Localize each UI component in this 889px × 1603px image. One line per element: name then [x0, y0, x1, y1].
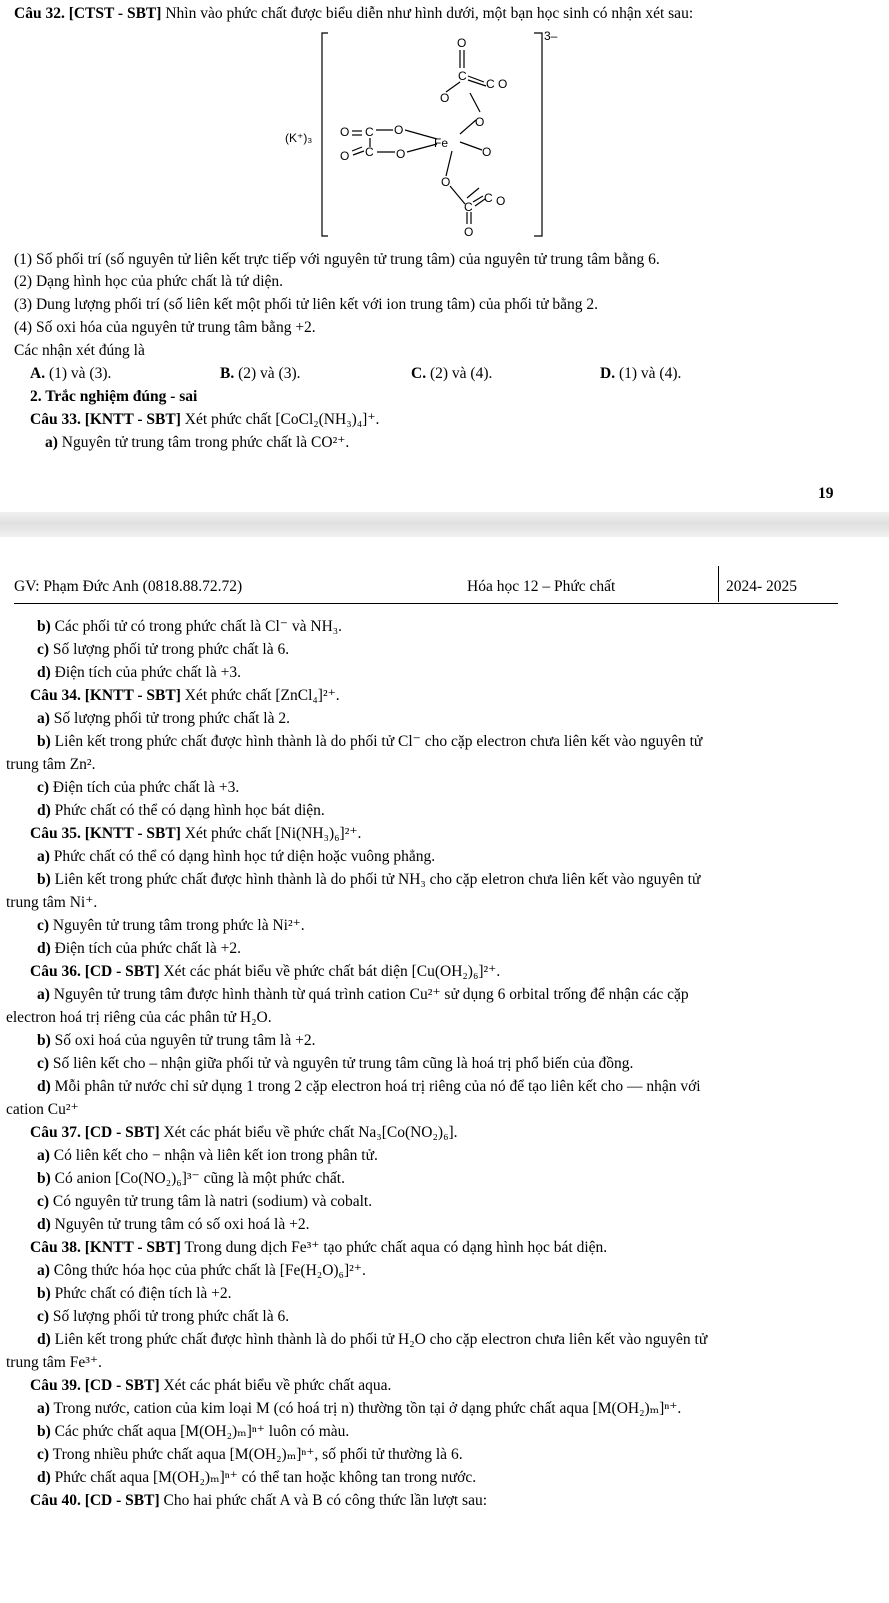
header-teacher: GV: Phạm Đức Anh (0818.88.72.72): [14, 578, 243, 595]
diagram-o-2: O: [394, 123, 404, 137]
q40-line: [30, 1491, 487, 1510]
q37-d: [37, 1215, 309, 1234]
q35-b-key: b): [37, 871, 51, 888]
q39-d: [37, 1468, 476, 1487]
q36-b: [37, 1031, 315, 1050]
q32-line: [14, 4, 693, 23]
option-a-text: (1) và (3).: [45, 365, 112, 382]
q35-a-text: Phức chất có thể có dạng hình học tứ diện hoặc vuông phẳng.: [49, 848, 436, 865]
q36-a-key: a): [37, 986, 50, 1003]
q34-d: [37, 801, 325, 820]
page-number: 19: [818, 485, 834, 502]
q40-stem: Cho hai phức chất A và B có công thức lần lượt sau:: [159, 1492, 488, 1509]
diagram-cation: (K⁺)₃: [285, 131, 313, 145]
q38-a-key: a): [37, 1262, 50, 1279]
q40-title: Câu 40. [CD - SBT]: [30, 1492, 160, 1509]
q39-c-text: Trong nhiều phức chất aqua [M(OH₂)ₘ]ⁿ⁺, số phối tử thường là 6.: [49, 1446, 463, 1463]
q35-line: [30, 824, 361, 843]
q35-c-key: c): [37, 917, 50, 934]
q34-stem: Xét phức chất [ZnCl₄]²⁺.: [180, 687, 340, 704]
q39-stem: Xét các phát biểu về phức chất aqua.: [159, 1377, 392, 1394]
q32-statement-4: (4) Số oxi hóa của nguyên tử trung tâm bằng +2.: [14, 319, 316, 336]
q38-title: Câu 38. [KNTT - SBT]: [30, 1239, 181, 1256]
q35-a-key: a): [37, 848, 50, 865]
option-b-key: B.: [220, 365, 235, 382]
q39-b-key: b): [37, 1423, 51, 1440]
q39-c: [37, 1445, 463, 1464]
q37-a-text: Có liên kết cho − nhận và liên kết ion trong phân tử.: [49, 1147, 378, 1164]
section-true-false-heading: 2. Trắc nghiệm đúng - sai: [30, 388, 198, 405]
q38-line: [30, 1238, 607, 1257]
q34-c-text: Điện tích của phức chất là +3.: [49, 779, 240, 796]
q34-a: [37, 709, 290, 728]
q38-c-text: Số lượng phối tử trong phức chất là 6.: [49, 1308, 290, 1325]
q34-b-key: b): [37, 733, 51, 750]
q37-a: [37, 1146, 378, 1165]
q36-a-cont: electron hoá trị riêng của các phân tử H₂O.: [6, 1009, 272, 1026]
q36-title: Câu 36. [CD - SBT]: [30, 963, 160, 980]
q33-b-key: b): [37, 618, 51, 635]
q37-b-key: b): [37, 1170, 51, 1187]
q34-c-key: c): [37, 779, 50, 796]
q33-c-text: Số lượng phối tử trong phức chất là 6.: [49, 641, 290, 658]
q33-d-key: d): [37, 664, 51, 681]
q35-stem: Xét phức chất [Ni(NH₃)₆]²⁺.: [180, 825, 362, 842]
q35-c-text: Nguyên tử trung tâm trong phức là Ni²⁺.: [49, 917, 305, 934]
q38-b: [37, 1284, 232, 1303]
option-a-key: A.: [30, 365, 46, 382]
q34-d-key: d): [37, 802, 51, 819]
q32-option-c[interactable]: [411, 364, 492, 383]
diagram-o-12: O: [464, 225, 474, 239]
q32-title: Câu 32. [CTST - SBT]: [14, 5, 162, 22]
q32-statement-1: (1) Số phối trí (số nguyên tử liên kết trực tiếp với nguyên tử trung tâm) của nguyên tử trung tâm bằng 6.: [14, 251, 660, 268]
q37-b-text: Có anion [Co(NO₂)₆]³⁻ cũng là một phức chất.: [50, 1170, 345, 1187]
q39-b: [37, 1422, 349, 1441]
diagram-c-3: C: [458, 69, 467, 83]
q38-a-text: Công thức hóa học của phức chất là [Fe(H₂O)₆]²⁺.: [49, 1262, 366, 1279]
q35-d: [37, 939, 241, 958]
q38-a: [37, 1261, 366, 1280]
q38-d: [37, 1330, 707, 1349]
q36-c: [37, 1054, 633, 1073]
q38-c: [37, 1307, 289, 1326]
q33-b: [37, 617, 342, 636]
header-subject: Hóa học 12 – Phức chất: [467, 578, 616, 595]
q33-a-text: Nguyên tử trung tâm trong phức chất là CO²⁺.: [57, 434, 350, 451]
q35-b-text: Liên kết trong phức chất được hình thành là do phối tử NH₃ cho cặp eletron chưa liên kết vào nguyên tử: [50, 871, 701, 888]
q36-b-text: Số oxi hoá của nguyên tử trung tâm là +2.: [50, 1032, 316, 1049]
q39-c-key: c): [37, 1446, 50, 1463]
q34-b-cont: trung tâm Zn².: [6, 756, 96, 773]
q37-c-key: c): [37, 1193, 50, 1210]
q33-title: Câu 33. [KNTT - SBT]: [30, 411, 181, 428]
diagram-c-6: C: [484, 191, 493, 205]
diagram-charge: 3–: [544, 29, 558, 43]
diagram-o-5: O: [457, 36, 467, 50]
q34-c: [37, 778, 239, 797]
diagram-o-4: O: [396, 147, 406, 161]
q36-c-text: Số liên kết cho – nhận giữa phối tử và nguyên tử trung tâm cũng là hoá trị phổ biến của đồng.: [49, 1055, 634, 1072]
q35-a: [37, 847, 435, 866]
diagram-o-7: O: [498, 77, 508, 91]
q38-stem: Trong dung dịch Fe³⁺ tạo phức chất aqua có dạng hình học bát diện.: [180, 1239, 608, 1256]
q32-structure-diagram: [280, 28, 570, 242]
q36-a: [37, 985, 689, 1004]
diagram-c-1: C: [365, 125, 374, 139]
q33-c: [37, 640, 289, 659]
q37-d-text: Nguyên tử trung tâm có số oxi hoá là +2.: [50, 1216, 310, 1233]
q36-stem: Xét các phát biểu về phức chất bát diện [Cu(OH₂)₆]²⁺.: [159, 963, 501, 980]
q38-d-key: d): [37, 1331, 51, 1348]
q36-d: [37, 1077, 701, 1096]
q39-b-text: Các phức chất aqua [M(OH₂)ₘ]ⁿ⁺ luôn có màu.: [50, 1423, 350, 1440]
q35-d-text: Điện tích của phức chất là +2.: [50, 940, 241, 957]
q38-b-text: Phức chất có điện tích là +2.: [50, 1285, 232, 1302]
q37-title: Câu 37. [CD - SBT]: [30, 1124, 160, 1141]
diagram-c-4: C: [486, 77, 495, 91]
q37-c: [37, 1192, 372, 1211]
q39-title: Câu 39. [CD - SBT]: [30, 1377, 160, 1394]
q35-b-cont: trung tâm Ni⁺.: [6, 894, 98, 911]
q33-d: [37, 663, 241, 682]
q36-d-text: Mỗi phân tử nước chỉ sử dụng 1 trong 2 cặp electron hoá trị riêng của nó để tạo liên kết cho — nhận với: [50, 1078, 701, 1095]
q38-d-text: Liên kết trong phức chất được hình thành là do phối tử H₂O cho cặp electron chưa liên kết vào nguyên tử: [50, 1331, 708, 1348]
q36-line: [30, 962, 500, 981]
q36-c-key: c): [37, 1055, 50, 1072]
q38-d-cont: trung tâm Fe³⁺.: [6, 1354, 102, 1371]
q36-d-key: d): [37, 1078, 51, 1095]
q33-line: [30, 410, 379, 429]
q35-title: Câu 35. [KNTT - SBT]: [30, 825, 181, 842]
q37-a-key: a): [37, 1147, 50, 1164]
q35-d-key: d): [37, 940, 51, 957]
q35-b: [37, 870, 700, 889]
header-year: 2024- 2025: [726, 578, 798, 595]
q32-option-a[interactable]: [30, 364, 111, 383]
q36-d-cont: cation Cu²⁺: [6, 1101, 79, 1118]
option-d-text: (1) và (4).: [615, 365, 682, 382]
q34-b-text: Liên kết trong phức chất được hình thành là do phối tử Cl⁻ cho cặp electron chưa liên kết vào nguyên tử: [50, 733, 703, 750]
q34-line: [30, 686, 340, 705]
q39-a-key: a): [37, 1400, 50, 1417]
diagram-c-5: C: [464, 200, 473, 214]
q39-a-text: Trong nước, cation của kim loại M (có hoá trị n) thường tồn tại ở dạng phức chất aqua [M(OH₂)ₘ]ⁿ⁺.: [49, 1400, 682, 1417]
header-rule: [14, 603, 838, 604]
diagram-o-1: O: [340, 125, 350, 139]
q39-d-text: Phức chất aqua [M(OH₂)ₘ]ⁿ⁺ có thể tan hoặc không tan trong nước.: [50, 1469, 477, 1486]
q32-statement-2: (2) Dạng hình học của phức chất là tứ diện.: [14, 273, 284, 290]
q38-c-key: c): [37, 1308, 50, 1325]
option-d-key: D.: [600, 365, 616, 382]
q37-line: [30, 1123, 458, 1142]
q32-intro: Nhìn vào phức chất được biểu diễn như hình dưới, một bạn học sinh có nhận xét sau:: [161, 5, 694, 22]
diagram-o-8: O: [475, 115, 485, 129]
q34-a-key: a): [37, 710, 50, 727]
q33-b-text: Các phối tử có trong phức chất là Cl⁻ và NH₃.: [50, 618, 343, 635]
diagram-c-2: C: [365, 145, 374, 159]
q32-ask: Các nhận xét đúng là: [14, 342, 145, 359]
option-b-text: (2) và (3).: [234, 365, 301, 382]
q36-a-text: Nguyên tử trung tâm được hình thành từ quá trình cation Cu²⁺ sử dụng 6 orbital trống để nhận các cặp: [49, 986, 689, 1003]
option-c-key: C.: [411, 365, 427, 382]
q34-b: [37, 732, 702, 751]
q37-b: [37, 1169, 345, 1188]
q39-a: [37, 1399, 681, 1418]
q37-c-text: Có nguyên tử trung tâm là natri (sodium) và cobalt.: [49, 1193, 373, 1210]
diagram-o-9: O: [482, 145, 492, 159]
q38-b-key: b): [37, 1285, 51, 1302]
q35-c: [37, 916, 305, 935]
diagram-o-11: O: [496, 194, 506, 208]
q34-d-text: Phức chất có thể có dạng hình học bát diện.: [50, 802, 325, 819]
q39-line: [30, 1376, 391, 1395]
q32-option-b[interactable]: [220, 364, 301, 383]
q39-d-key: d): [37, 1469, 51, 1486]
header-divider: [718, 566, 719, 602]
q36-b-key: b): [37, 1032, 51, 1049]
q33-a-key: a): [45, 434, 58, 451]
q37-stem: Xét các phát biểu về phức chất Na₃[Co(NO₂)₆].: [159, 1124, 458, 1141]
q33-c-key: c): [37, 641, 50, 658]
q32-statement-3: (3) Dung lượng phối trí (số liên kết một phối tử liên kết với ion trung tâm) của phối tử bằng 2.: [14, 296, 599, 313]
q34-a-text: Số lượng phối tử trong phức chất là 2.: [49, 710, 290, 727]
page-gap: [0, 512, 889, 537]
diagram-metal: Fe: [434, 136, 449, 150]
diagram-o-3: O: [340, 149, 350, 163]
q33-d-text: Điện tích của phức chất là +3.: [50, 664, 241, 681]
option-c-text: (2) và (4).: [426, 365, 493, 382]
q33-a: [45, 433, 349, 452]
diagram-o-6: O: [440, 91, 450, 105]
q32-option-d[interactable]: [600, 364, 681, 383]
diagram-o-10: O: [441, 175, 451, 189]
q37-d-key: d): [37, 1216, 51, 1233]
q34-title: Câu 34. [KNTT - SBT]: [30, 687, 181, 704]
q33-stem: Xét phức chất [CoCl₂(NH₃)₄]⁺.: [180, 411, 380, 428]
